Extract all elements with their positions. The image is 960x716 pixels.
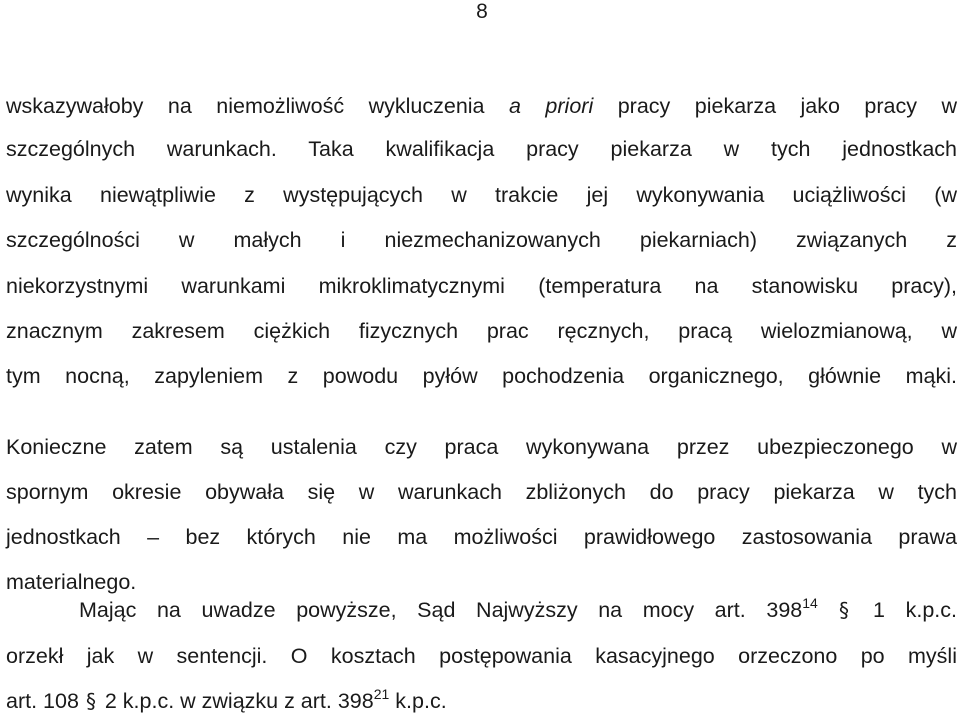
text-line: Mając na uwadze powyższe, Sąd Najwyższy na mocy art. $398^{14}$ § 1 k.p.c.	[79, 594, 957, 622]
text-line: spornym okresie obywała się w warunkach zbliżonych do pracy piekarza w tych	[6, 480, 957, 504]
text-line: niekorzystnymi warunkami mikroklimatycznymi (temperatura na stanowisku pracy),	[6, 274, 957, 298]
text-line: tym nocną, zapyleniem z powodu pyłów pochodzenia organicznego, głównie mąki.	[6, 364, 957, 388]
text-line: wskazywałoby na niemożliwość wykluczenia a priori pracy piekarza jako pracy w	[6, 94, 958, 118]
text-line: szczególności w małych i niezmechanizowanych piekarniach) związanych z	[6, 228, 957, 252]
section-sign-icon	[838, 599, 852, 621]
text-line: materialnego.	[6, 570, 137, 594]
section-sign-icon	[85, 690, 99, 712]
page-number: 8	[476, 0, 488, 23]
svg-text:§: §	[85, 690, 96, 712]
text-line: orzekł jak w sentencji. O kosztach postępowania kasacyjnego orzeczono po myśli	[6, 644, 957, 668]
text-line: jednostkach – bez których nie ma możliwości prawidłowego zastosowania prawa	[6, 525, 957, 549]
text-line: Konieczne zatem są ustalenia czy praca wykonywana przez ubezpieczonego w	[6, 435, 957, 459]
text-line: znacznym zakresem ciężkich fizycznych prac ręcznych, pracą wielozmianową, w	[6, 319, 957, 343]
svg-text:§: §	[839, 599, 850, 621]
text-line: wynika niewątpliwie z występujących w trakcie jej wykonywania uciążliwości (w	[6, 183, 957, 207]
text-line: szczególnych warunkach. Taka kwalifikacja pracy piekarza w tych jednostkach	[6, 137, 957, 161]
text-line: art. 108 § 2 k.p.c. w związku z art. $398^{21}$ k.p.c.	[6, 685, 447, 713]
